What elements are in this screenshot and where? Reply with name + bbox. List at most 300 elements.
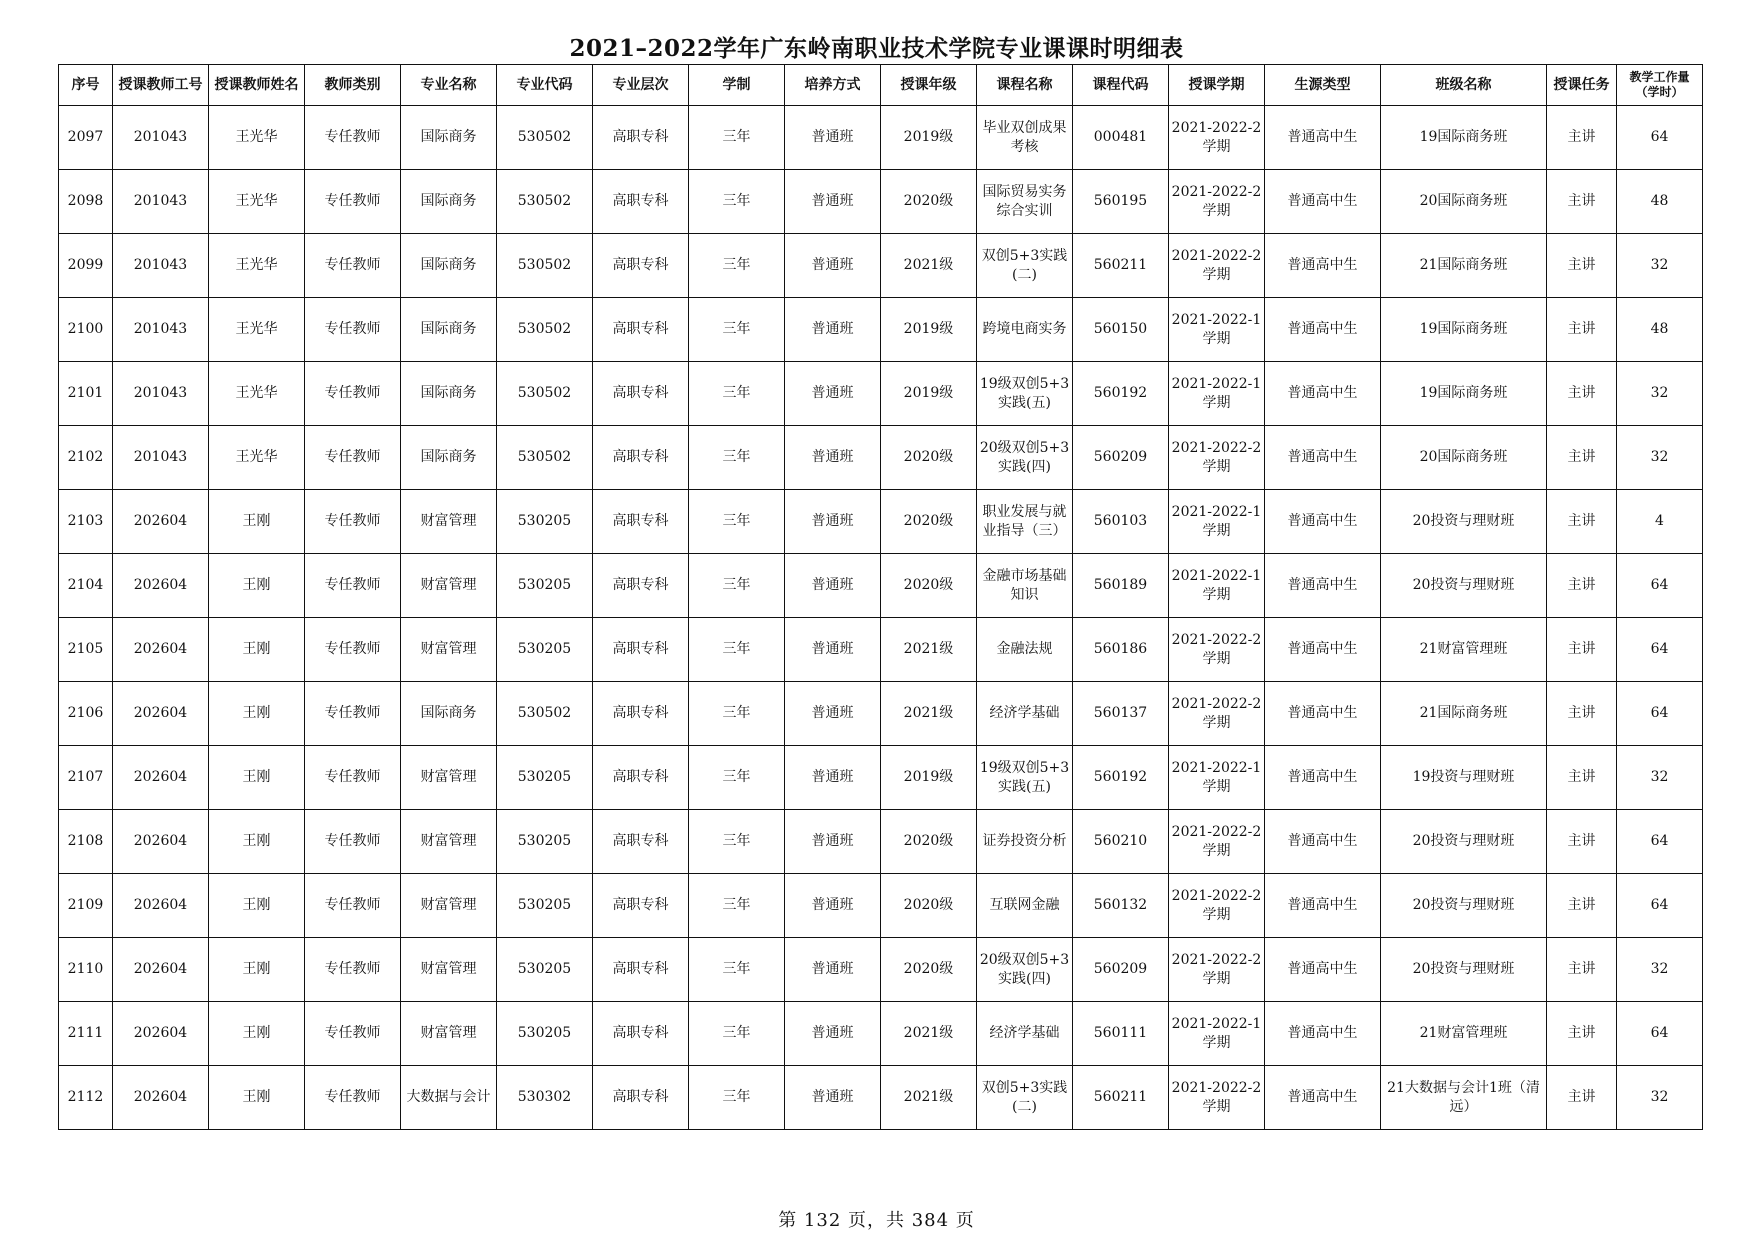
cell-major-level: 高职专科 <box>593 490 689 554</box>
cell-major-level: 高职专科 <box>593 1066 689 1130</box>
cell-major-name: 财富管理 <box>401 938 497 1002</box>
cell-semester: 2021-2022-2学期 <box>1169 810 1265 874</box>
cell-training-mode: 普通班 <box>785 682 881 746</box>
col-header-teacher-type: 教师类别 <box>305 65 401 106</box>
cell-semester: 2021-2022-2学期 <box>1169 874 1265 938</box>
cell-workload: 32 <box>1617 426 1703 490</box>
cell-semester: 2021-2022-1学期 <box>1169 490 1265 554</box>
cell-student-source: 普通高中生 <box>1265 554 1381 618</box>
cell-teacher-id: 202604 <box>113 746 209 810</box>
cell-teacher-type: 专任教师 <box>305 618 401 682</box>
cell-duration: 三年 <box>689 426 785 490</box>
cell-grade: 2019级 <box>881 298 977 362</box>
cell-teacher-type: 专任教师 <box>305 298 401 362</box>
cell-major-name: 财富管理 <box>401 746 497 810</box>
col-header-major-code: 专业代码 <box>497 65 593 106</box>
cell-task: 主讲 <box>1547 1066 1617 1130</box>
cell-course-code: 560189 <box>1073 554 1169 618</box>
cell-duration: 三年 <box>689 746 785 810</box>
cell-grade: 2019级 <box>881 746 977 810</box>
cell-course-name: 证券投资分析 <box>977 810 1073 874</box>
cell-seq: 2098 <box>59 170 113 234</box>
cell-training-mode: 普通班 <box>785 1002 881 1066</box>
table-row <box>59 298 1703 362</box>
cell-course-code: 000481 <box>1073 106 1169 170</box>
page-footer: 第 132 页，共 384 页 <box>778 1210 975 1231</box>
cell-grade: 2021级 <box>881 1002 977 1066</box>
cell-task: 主讲 <box>1547 234 1617 298</box>
table-row <box>59 426 1703 490</box>
cell-training-mode: 普通班 <box>785 298 881 362</box>
cell-semester: 2021-2022-2学期 <box>1169 618 1265 682</box>
cell-teacher-name: 王刚 <box>209 746 305 810</box>
cell-task: 主讲 <box>1547 746 1617 810</box>
col-header-course-code: 课程代码 <box>1073 65 1169 106</box>
cell-major-code: 530205 <box>497 810 593 874</box>
cell-major-code: 530502 <box>497 234 593 298</box>
cell-grade: 2020级 <box>881 938 977 1002</box>
cell-semester: 2021-2022-1学期 <box>1169 298 1265 362</box>
cell-student-source: 普通高中生 <box>1265 746 1381 810</box>
cell-grade: 2021级 <box>881 682 977 746</box>
cell-student-source: 普通高中生 <box>1265 1066 1381 1130</box>
cell-major-code: 530205 <box>497 490 593 554</box>
cell-class-name: 20国际商务班 <box>1381 426 1547 490</box>
col-header-training-mode: 培养方式 <box>785 65 881 106</box>
cell-workload: 32 <box>1617 234 1703 298</box>
cell-teacher-name: 王光华 <box>209 106 305 170</box>
cell-teacher-id: 202604 <box>113 682 209 746</box>
col-header-teacher-id: 授课教师工号 <box>113 65 209 106</box>
cell-duration: 三年 <box>689 938 785 1002</box>
cell-course-code: 560111 <box>1073 1002 1169 1066</box>
cell-grade: 2019级 <box>881 106 977 170</box>
cell-major-code: 530502 <box>497 426 593 490</box>
cell-teacher-name: 王刚 <box>209 938 305 1002</box>
cell-grade: 2020级 <box>881 810 977 874</box>
table-header-row <box>59 65 1703 106</box>
cell-seq: 2104 <box>59 554 113 618</box>
cell-course-name: 金融法规 <box>977 618 1073 682</box>
cell-major-name: 国际商务 <box>401 234 497 298</box>
cell-major-level: 高职专科 <box>593 1002 689 1066</box>
cell-major-name: 财富管理 <box>401 554 497 618</box>
cell-student-source: 普通高中生 <box>1265 298 1381 362</box>
cell-teacher-name: 王光华 <box>209 362 305 426</box>
table-row <box>59 938 1703 1002</box>
table-row <box>59 746 1703 810</box>
cell-duration: 三年 <box>689 618 785 682</box>
cell-duration: 三年 <box>689 234 785 298</box>
cell-class-name: 20国际商务班 <box>1381 170 1547 234</box>
table-row <box>59 874 1703 938</box>
cell-teacher-id: 201043 <box>113 362 209 426</box>
page-title: 2021–2022学年广东岭南职业技术学院专业课课时明细表 <box>569 35 1184 62</box>
cell-course-code: 560211 <box>1073 234 1169 298</box>
cell-workload: 32 <box>1617 1066 1703 1130</box>
cell-workload: 64 <box>1617 554 1703 618</box>
cell-major-name: 国际商务 <box>401 170 497 234</box>
cell-major-level: 高职专科 <box>593 106 689 170</box>
cell-major-name: 国际商务 <box>401 426 497 490</box>
cell-workload: 64 <box>1617 682 1703 746</box>
cell-duration: 三年 <box>689 1066 785 1130</box>
cell-major-code: 530205 <box>497 938 593 1002</box>
cell-course-code: 560137 <box>1073 682 1169 746</box>
table-row <box>59 106 1703 170</box>
cell-grade: 2019级 <box>881 362 977 426</box>
cell-semester: 2021-2022-2学期 <box>1169 426 1265 490</box>
cell-training-mode: 普通班 <box>785 938 881 1002</box>
cell-teacher-type: 专任教师 <box>305 490 401 554</box>
cell-teacher-type: 专任教师 <box>305 234 401 298</box>
col-header-duration: 学制 <box>689 65 785 106</box>
cell-course-name: 经济学基础 <box>977 682 1073 746</box>
cell-task: 主讲 <box>1547 938 1617 1002</box>
cell-class-name: 21大数据与会计1班（清远） <box>1381 1066 1547 1130</box>
cell-teacher-id: 202604 <box>113 874 209 938</box>
cell-semester: 2021-2022-2学期 <box>1169 234 1265 298</box>
cell-teacher-name: 王刚 <box>209 1002 305 1066</box>
cell-teacher-type: 专任教师 <box>305 810 401 874</box>
cell-course-name: 19级双创5+3实践(五) <box>977 362 1073 426</box>
col-header-workload: 教学工作量（学时） <box>1617 65 1703 106</box>
cell-major-level: 高职专科 <box>593 682 689 746</box>
col-header-seq: 序号 <box>59 65 113 106</box>
cell-major-code: 530205 <box>497 746 593 810</box>
cell-task: 主讲 <box>1547 554 1617 618</box>
cell-class-name: 19国际商务班 <box>1381 298 1547 362</box>
table-row <box>59 682 1703 746</box>
table-row <box>59 618 1703 682</box>
cell-major-code: 530205 <box>497 618 593 682</box>
cell-grade: 2020级 <box>881 554 977 618</box>
cell-teacher-type: 专任教师 <box>305 1002 401 1066</box>
cell-training-mode: 普通班 <box>785 874 881 938</box>
cell-course-name: 互联网金融 <box>977 874 1073 938</box>
cell-duration: 三年 <box>689 170 785 234</box>
cell-seq: 2100 <box>59 298 113 362</box>
cell-student-source: 普通高中生 <box>1265 490 1381 554</box>
cell-duration: 三年 <box>689 106 785 170</box>
cell-teacher-id: 201043 <box>113 170 209 234</box>
cell-task: 主讲 <box>1547 362 1617 426</box>
cell-course-name: 20级双创5+3实践(四) <box>977 426 1073 490</box>
cell-class-name: 21财富管理班 <box>1381 618 1547 682</box>
cell-semester: 2021-2022-1学期 <box>1169 554 1265 618</box>
cell-course-code: 560132 <box>1073 874 1169 938</box>
cell-training-mode: 普通班 <box>785 106 881 170</box>
cell-duration: 三年 <box>689 298 785 362</box>
cell-course-name: 国际贸易实务综合实训 <box>977 170 1073 234</box>
cell-seq: 2110 <box>59 938 113 1002</box>
cell-major-name: 财富管理 <box>401 490 497 554</box>
table-row <box>59 554 1703 618</box>
cell-duration: 三年 <box>689 874 785 938</box>
cell-teacher-type: 专任教师 <box>305 362 401 426</box>
cell-seq: 2097 <box>59 106 113 170</box>
table-row <box>59 1066 1703 1130</box>
cell-course-code: 560210 <box>1073 810 1169 874</box>
cell-workload: 64 <box>1617 874 1703 938</box>
cell-teacher-id: 201043 <box>113 298 209 362</box>
cell-teacher-id: 202604 <box>113 618 209 682</box>
cell-seq: 2103 <box>59 490 113 554</box>
cell-workload: 64 <box>1617 106 1703 170</box>
cell-training-mode: 普通班 <box>785 746 881 810</box>
cell-teacher-name: 王刚 <box>209 810 305 874</box>
cell-task: 主讲 <box>1547 426 1617 490</box>
cell-class-name: 20投资与理财班 <box>1381 810 1547 874</box>
cell-course-code: 560103 <box>1073 490 1169 554</box>
cell-major-name: 国际商务 <box>401 298 497 362</box>
cell-grade: 2020级 <box>881 490 977 554</box>
cell-grade: 2021级 <box>881 234 977 298</box>
cell-class-name: 21国际商务班 <box>1381 234 1547 298</box>
cell-training-mode: 普通班 <box>785 618 881 682</box>
cell-semester: 2021-2022-2学期 <box>1169 170 1265 234</box>
cell-class-name: 20投资与理财班 <box>1381 874 1547 938</box>
cell-seq: 2106 <box>59 682 113 746</box>
table-row <box>59 234 1703 298</box>
cell-training-mode: 普通班 <box>785 490 881 554</box>
col-header-semester: 授课学期 <box>1169 65 1265 106</box>
cell-major-level: 高职专科 <box>593 170 689 234</box>
table-body <box>59 106 1703 1130</box>
cell-workload: 32 <box>1617 362 1703 426</box>
cell-major-code: 530205 <box>497 874 593 938</box>
cell-student-source: 普通高中生 <box>1265 426 1381 490</box>
cell-course-code: 560209 <box>1073 426 1169 490</box>
cell-major-level: 高职专科 <box>593 938 689 1002</box>
cell-training-mode: 普通班 <box>785 362 881 426</box>
cell-student-source: 普通高中生 <box>1265 234 1381 298</box>
cell-teacher-name: 王光华 <box>209 426 305 490</box>
cell-teacher-name: 王刚 <box>209 682 305 746</box>
table-row <box>59 1002 1703 1066</box>
cell-course-code: 560186 <box>1073 618 1169 682</box>
cell-class-name: 21国际商务班 <box>1381 682 1547 746</box>
cell-workload: 64 <box>1617 810 1703 874</box>
cell-seq: 2109 <box>59 874 113 938</box>
cell-duration: 三年 <box>689 1002 785 1066</box>
cell-seq: 2107 <box>59 746 113 810</box>
col-header-teacher-name: 授课教师姓名 <box>209 65 305 106</box>
cell-seq: 2105 <box>59 618 113 682</box>
cell-semester: 2021-2022-2学期 <box>1169 938 1265 1002</box>
table-row <box>59 362 1703 426</box>
cell-teacher-name: 王刚 <box>209 554 305 618</box>
cell-training-mode: 普通班 <box>785 554 881 618</box>
cell-teacher-type: 专任教师 <box>305 554 401 618</box>
cell-task: 主讲 <box>1547 490 1617 554</box>
cell-task: 主讲 <box>1547 1002 1617 1066</box>
cell-grade: 2020级 <box>881 170 977 234</box>
cell-task: 主讲 <box>1547 170 1617 234</box>
cell-workload: 32 <box>1617 938 1703 1002</box>
cell-task: 主讲 <box>1547 874 1617 938</box>
cell-major-code: 530502 <box>497 170 593 234</box>
cell-teacher-type: 专任教师 <box>305 1066 401 1130</box>
cell-teacher-type: 专任教师 <box>305 874 401 938</box>
cell-major-level: 高职专科 <box>593 554 689 618</box>
cell-task: 主讲 <box>1547 618 1617 682</box>
cell-duration: 三年 <box>689 810 785 874</box>
cell-major-level: 高职专科 <box>593 426 689 490</box>
cell-course-name: 19级双创5+3实践(五) <box>977 746 1073 810</box>
col-header-course-name: 课程名称 <box>977 65 1073 106</box>
cell-semester: 2021-2022-1学期 <box>1169 746 1265 810</box>
col-header-task: 授课任务 <box>1547 65 1617 106</box>
cell-teacher-id: 202604 <box>113 1002 209 1066</box>
cell-major-code: 530502 <box>497 362 593 426</box>
cell-grade: 2021级 <box>881 618 977 682</box>
table-row <box>59 490 1703 554</box>
cell-course-name: 经济学基础 <box>977 1002 1073 1066</box>
cell-training-mode: 普通班 <box>785 234 881 298</box>
cell-class-name: 19国际商务班 <box>1381 362 1547 426</box>
cell-teacher-id: 202604 <box>113 554 209 618</box>
cell-seq: 2101 <box>59 362 113 426</box>
cell-teacher-name: 王光华 <box>209 298 305 362</box>
cell-teacher-name: 王刚 <box>209 874 305 938</box>
col-header-major-level: 专业层次 <box>593 65 689 106</box>
cell-task: 主讲 <box>1547 810 1617 874</box>
cell-grade: 2020级 <box>881 426 977 490</box>
cell-teacher-id: 202604 <box>113 810 209 874</box>
cell-workload: 64 <box>1617 618 1703 682</box>
col-header-major-name: 专业名称 <box>401 65 497 106</box>
cell-teacher-id: 202604 <box>113 490 209 554</box>
cell-course-name: 双创5+3实践(二) <box>977 1066 1073 1130</box>
cell-student-source: 普通高中生 <box>1265 874 1381 938</box>
cell-student-source: 普通高中生 <box>1265 106 1381 170</box>
cell-seq: 2102 <box>59 426 113 490</box>
cell-course-name: 跨境电商实务 <box>977 298 1073 362</box>
cell-teacher-id: 201043 <box>113 234 209 298</box>
cell-major-code: 530502 <box>497 298 593 362</box>
cell-task: 主讲 <box>1547 682 1617 746</box>
cell-teacher-type: 专任教师 <box>305 746 401 810</box>
cell-student-source: 普通高中生 <box>1265 170 1381 234</box>
cell-workload: 4 <box>1617 490 1703 554</box>
cell-student-source: 普通高中生 <box>1265 682 1381 746</box>
cell-seq: 2099 <box>59 234 113 298</box>
cell-training-mode: 普通班 <box>785 1066 881 1130</box>
col-header-grade: 授课年级 <box>881 65 977 106</box>
cell-major-name: 财富管理 <box>401 1002 497 1066</box>
cell-teacher-type: 专任教师 <box>305 426 401 490</box>
cell-major-level: 高职专科 <box>593 234 689 298</box>
cell-teacher-type: 专任教师 <box>305 682 401 746</box>
cell-class-name: 21财富管理班 <box>1381 1002 1547 1066</box>
cell-teacher-id: 202604 <box>113 938 209 1002</box>
cell-major-name: 财富管理 <box>401 874 497 938</box>
cell-class-name: 20投资与理财班 <box>1381 938 1547 1002</box>
cell-seq: 2108 <box>59 810 113 874</box>
cell-teacher-name: 王刚 <box>209 1066 305 1130</box>
cell-teacher-type: 专任教师 <box>305 106 401 170</box>
cell-major-code: 530302 <box>497 1066 593 1130</box>
cell-course-name: 金融市场基础知识 <box>977 554 1073 618</box>
cell-duration: 三年 <box>689 682 785 746</box>
cell-student-source: 普通高中生 <box>1265 810 1381 874</box>
cell-semester: 2021-2022-2学期 <box>1169 1066 1265 1130</box>
cell-teacher-name: 王光华 <box>209 170 305 234</box>
cell-duration: 三年 <box>689 554 785 618</box>
cell-course-code: 560211 <box>1073 1066 1169 1130</box>
cell-teacher-id: 202604 <box>113 1066 209 1130</box>
cell-class-name: 20投资与理财班 <box>1381 554 1547 618</box>
cell-teacher-id: 201043 <box>113 426 209 490</box>
cell-course-code: 560192 <box>1073 362 1169 426</box>
cell-training-mode: 普通班 <box>785 426 881 490</box>
cell-teacher-type: 专任教师 <box>305 170 401 234</box>
cell-workload: 32 <box>1617 746 1703 810</box>
cell-task: 主讲 <box>1547 298 1617 362</box>
cell-student-source: 普通高中生 <box>1265 618 1381 682</box>
cell-course-name: 职业发展与就业指导（三） <box>977 490 1073 554</box>
cell-teacher-type: 专任教师 <box>305 938 401 1002</box>
cell-semester: 2021-2022-2学期 <box>1169 682 1265 746</box>
cell-course-code: 560192 <box>1073 746 1169 810</box>
cell-major-name: 大数据与会计 <box>401 1066 497 1130</box>
cell-major-name: 财富管理 <box>401 618 497 682</box>
cell-major-code: 530205 <box>497 554 593 618</box>
cell-seq: 2112 <box>59 1066 113 1130</box>
cell-duration: 三年 <box>689 490 785 554</box>
cell-grade: 2020级 <box>881 874 977 938</box>
cell-course-code: 560195 <box>1073 170 1169 234</box>
cell-course-code: 560150 <box>1073 298 1169 362</box>
cell-course-code: 560209 <box>1073 938 1169 1002</box>
cell-grade: 2021级 <box>881 1066 977 1130</box>
cell-teacher-id: 201043 <box>113 106 209 170</box>
cell-major-code: 530502 <box>497 682 593 746</box>
cell-major-level: 高职专科 <box>593 362 689 426</box>
cell-major-level: 高职专科 <box>593 618 689 682</box>
cell-semester: 2021-2022-2学期 <box>1169 106 1265 170</box>
cell-teacher-name: 王刚 <box>209 618 305 682</box>
cell-major-code: 530205 <box>497 1002 593 1066</box>
cell-major-name: 财富管理 <box>401 810 497 874</box>
cell-workload: 48 <box>1617 170 1703 234</box>
cell-major-name: 国际商务 <box>401 106 497 170</box>
cell-major-code: 530502 <box>497 106 593 170</box>
cell-class-name: 19国际商务班 <box>1381 106 1547 170</box>
cell-duration: 三年 <box>689 362 785 426</box>
cell-class-name: 20投资与理财班 <box>1381 490 1547 554</box>
cell-student-source: 普通高中生 <box>1265 1002 1381 1066</box>
cell-teacher-name: 王光华 <box>209 234 305 298</box>
cell-student-source: 普通高中生 <box>1265 362 1381 426</box>
cell-major-name: 国际商务 <box>401 682 497 746</box>
cell-major-level: 高职专科 <box>593 874 689 938</box>
cell-task: 主讲 <box>1547 106 1617 170</box>
cell-major-level: 高职专科 <box>593 298 689 362</box>
cell-course-name: 毕业双创成果考核 <box>977 106 1073 170</box>
cell-major-name: 国际商务 <box>401 362 497 426</box>
cell-seq: 2111 <box>59 1002 113 1066</box>
cell-semester: 2021-2022-1学期 <box>1169 362 1265 426</box>
cell-teacher-name: 王刚 <box>209 490 305 554</box>
cell-student-source: 普通高中生 <box>1265 938 1381 1002</box>
cell-course-name: 双创5+3实践(二) <box>977 234 1073 298</box>
cell-major-level: 高职专科 <box>593 746 689 810</box>
cell-major-level: 高职专科 <box>593 810 689 874</box>
table-row <box>59 170 1703 234</box>
cell-workload: 48 <box>1617 298 1703 362</box>
